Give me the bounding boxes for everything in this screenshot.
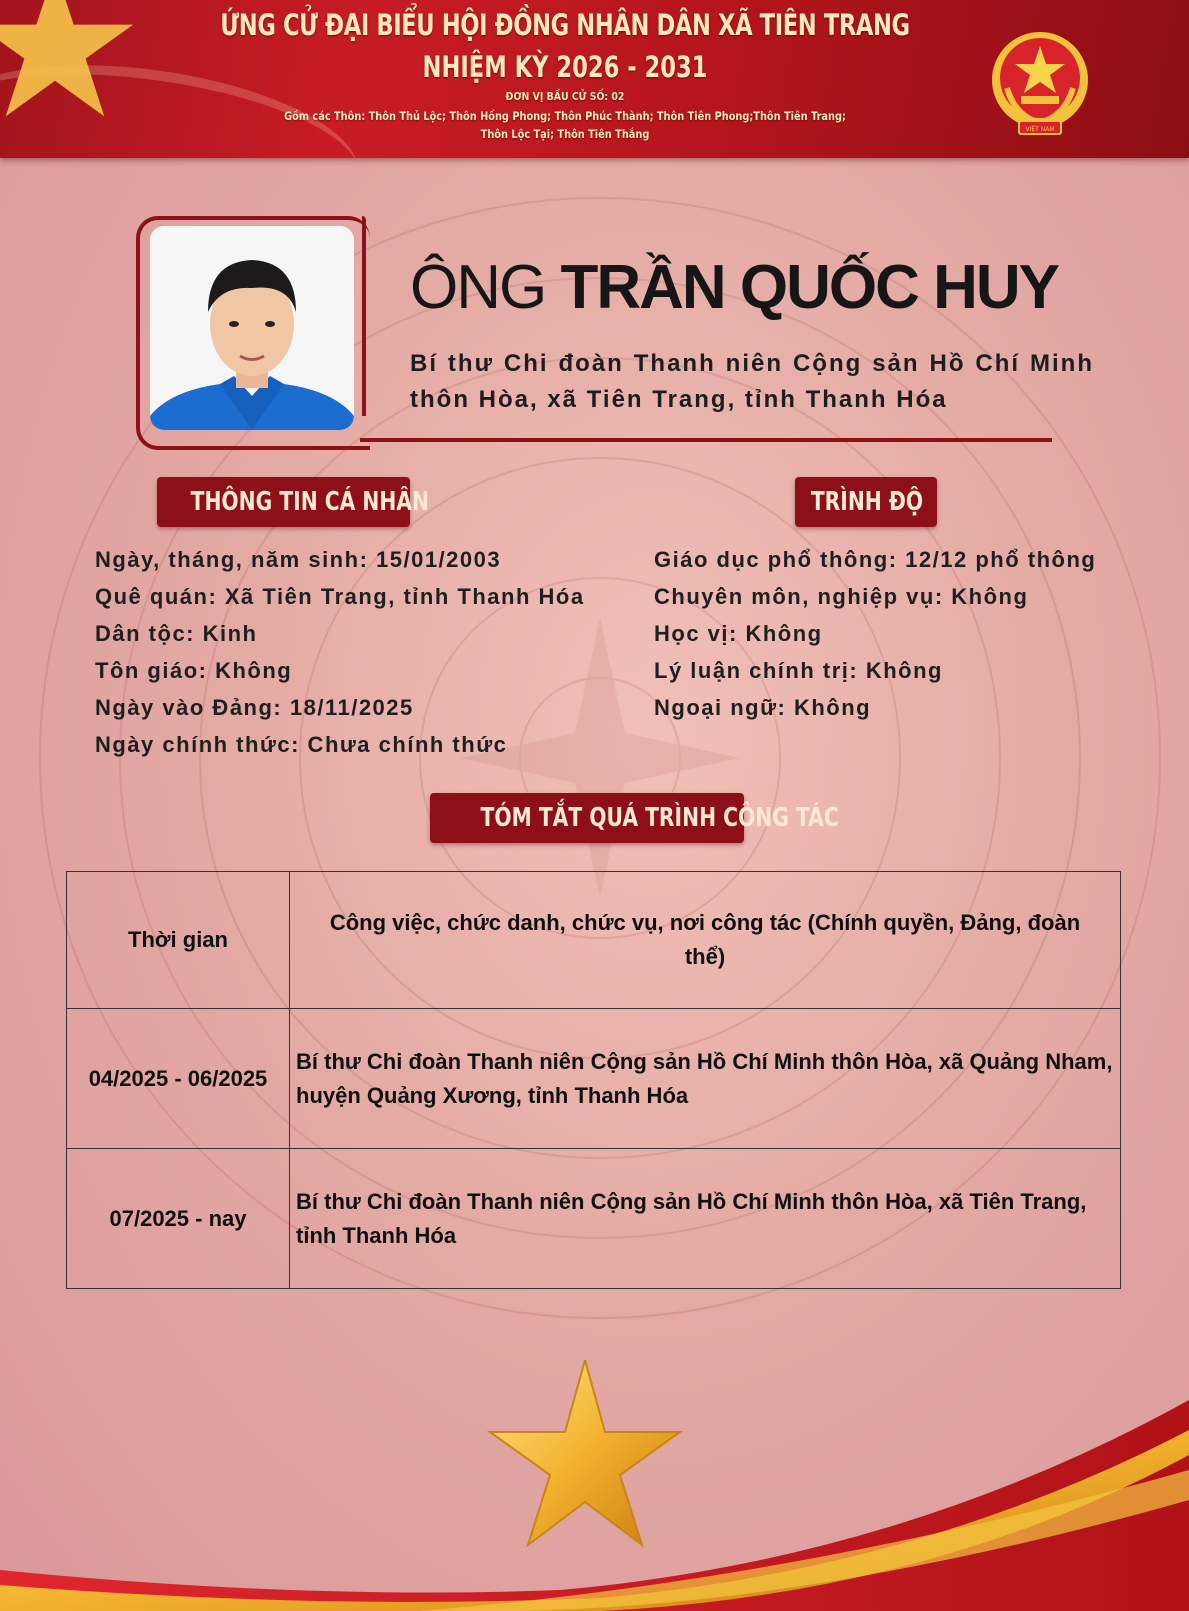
candidate-photo — [150, 226, 354, 430]
professional-qualification: Chuyên môn, nghiệp vụ: Không — [654, 584, 1029, 609]
row-job: Bí thư Chi đoàn Thanh niên Cộng sản Hồ Chí Minh thôn Hòa, xã Tiên Trang, tỉnh Thanh Hóa — [290, 1149, 1121, 1289]
personal-info-list — [95, 541, 585, 763]
personal-info-heading: THÔNG TIN CÁ NHÂN — [157, 477, 410, 527]
party-join-date: Ngày vào Đảng: 18/11/2025 — [95, 695, 414, 720]
row-time: 04/2025 - 06/2025 — [67, 1009, 290, 1149]
hometown: Quê quán: Xã Tiên Trang, tỉnh Thanh Hóa — [95, 584, 585, 609]
name-underline — [360, 438, 1052, 442]
term-title: NHIỆM KỲ 2026 - 2031 — [422, 50, 708, 84]
religion: Tôn giáo: Không — [95, 658, 293, 683]
row-time: 07/2025 - nay — [67, 1149, 290, 1289]
ethnicity: Dân tộc: Kinh — [95, 621, 258, 646]
header-time: Thời gian — [67, 872, 290, 1009]
birth-date: Ngày, tháng, năm sinh: 15/01/2003 — [95, 547, 502, 572]
candidate-honorific: ÔNG — [410, 253, 546, 322]
foreign-language: Ngoại ngữ: Không — [654, 695, 872, 720]
table-header-row — [67, 872, 1121, 1009]
national-emblem-icon — [985, 28, 1095, 138]
work-history-table — [66, 871, 1121, 1289]
gold-star-icon — [490, 1360, 680, 1545]
academic-degree: Học vị: Không — [654, 621, 823, 646]
education-heading: TRÌNH ĐỘ — [795, 477, 937, 527]
row-job: Bí thư Chi đoàn Thanh niên Cộng sản Hồ Chí Minh thôn Hòa, xã Quảng Nham, huyện Quảng Xương, tỉnh Thanh Hóa — [290, 1009, 1121, 1149]
general-education: Giáo dục phổ thông: 12/12 phổ thông — [654, 547, 1097, 572]
table-row — [67, 1149, 1121, 1289]
candidate-position: Bí thư Chi đoàn Thanh niên Cộng sản Hồ Chí Minh thôn Hòa, xã Tiên Trang, tỉnh Thanh Hóa — [410, 350, 1094, 413]
emblem-text: VIỆT NAM — [1025, 126, 1055, 133]
candidate-name — [410, 252, 1058, 323]
political-theory: Lý luận chính trị: Không — [654, 658, 943, 683]
header-job: Công việc, chức danh, chức vụ, nơi công tác (Chính quyền, Đảng, đoàn thể) — [290, 872, 1121, 1009]
photo-frame-edge — [362, 216, 366, 416]
village-list — [85, 107, 1046, 143]
education-list — [654, 541, 1096, 726]
village-list-line-2: Thôn Lộc Tại; Thôn Tiên Thắng — [480, 127, 650, 141]
election-unit: ĐƠN VỊ BẦU CỬ SỐ: 02 — [505, 90, 625, 103]
footer-decoration — [0, 1360, 1189, 1611]
village-list-line-1: Gồm các Thôn: Thôn Thủ Lộc; Thôn Hồng Phong; Thôn Phúc Thành; Thôn Tiên Phong;Thôn Tiên Trang; — [284, 109, 846, 123]
table-row — [67, 1009, 1121, 1149]
work-history-heading: TÓM TẮT QUÁ TRÌNH CÔNG TÁC — [430, 793, 744, 843]
portrait-icon — [150, 226, 354, 430]
candidate-fullname: TRẦN QUỐC HUY — [560, 253, 1059, 322]
header-banner — [0, 0, 1189, 158]
official-member-date: Ngày chính thức: Chưa chính thức — [95, 732, 508, 757]
election-title: ỨNG CỬ ĐẠI BIỂU HỘI ĐỒNG NHÂN DÂN XÃ TIÊN TRANG — [220, 8, 910, 42]
